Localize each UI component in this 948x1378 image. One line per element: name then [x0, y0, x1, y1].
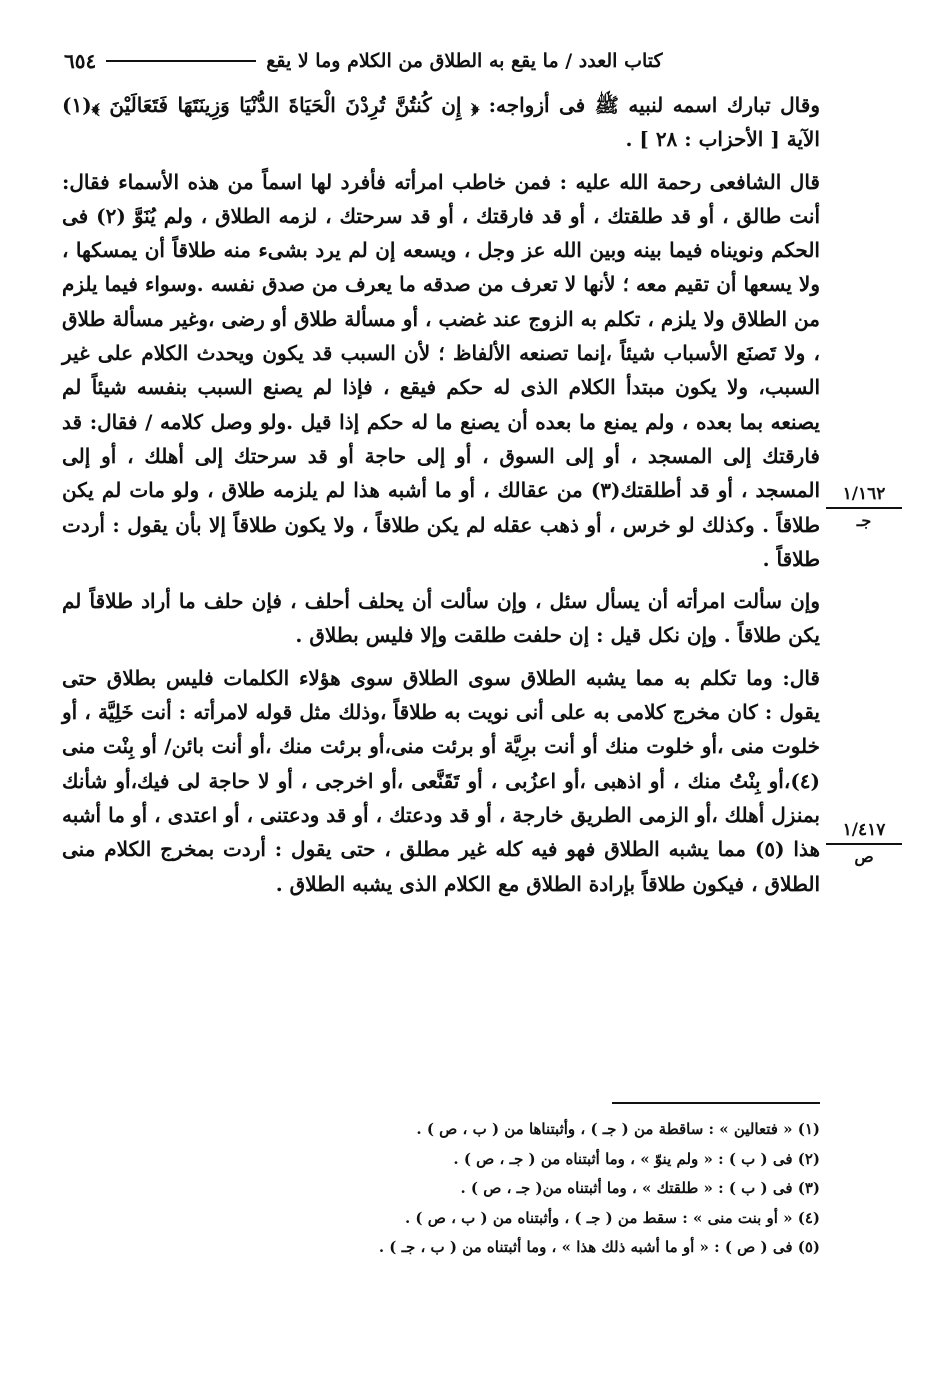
footnote-1: (١) « فتعالين » : ساقطة من ( جـ ) ، وأثبتناها من ( ب ، ص ) . [416, 1120, 820, 1138]
chapter-title: كتاب العدد / ما يقع به الطلاق من الكلام وما لا يقع [266, 50, 663, 72]
margin-reference-2-folio: ١/٤١٧ [826, 820, 902, 845]
margin-reference-1-folio: ١/١٦٢ [826, 484, 902, 509]
paragraph-1 [62, 88, 820, 157]
margin-reference-2-manuscript: ص [854, 847, 874, 866]
paragraph-4 [62, 661, 820, 901]
footnotes [300, 1115, 820, 1263]
header-rule [106, 60, 256, 62]
footnote-4: (٤) « أو بنت منى » : سقط من ( جـ ) ، وأثبتناه من ( ب ، ص ) . [404, 1208, 820, 1227]
paragraph-3-text: وإن سألت امرأته أن يسأل سئل ، وإن سألت أن يحلف أحلف ، فإن حلف ما أراد طلاقاً لم يكن طلاقاً . وإن نكل قيل : إن حلفت طلقت وإلا فليس بطلاق . [62, 589, 820, 648]
paragraph-1-text: وقال تبارك اسمه لنبيه ﷺ فى أزواجه: ﴿ إِن كُنتُنَّ تُرِدْنَ الْحَيَاةَ الدُّنْيَا وَزِينَتَهَا فَتَعَالَيْنَ ﴾(١) الآية [ الأحزاب : ٢٨ ] . [62, 93, 820, 152]
margin-reference-1-manuscript: جـ [856, 511, 872, 530]
footnote-5: (٥) فى ( ص ) : « أو ما أشبه ذلك هذا » ، وما أثبتناه من ( ب ، جـ ) . [378, 1238, 820, 1257]
paragraph-2-text: فمن خاطب امرأته فأفرد لها اسماً من هذه الأسماء فقال: أنت طالق ، أو قد طلقتك ، أو قد فارقتك ، أو قد سرحتك ، لزمه الطلاق ، ولم يُنَوَّ (٢) فى الحكم ونويناه فيما بينه وبين الله عز وجل ، ويسعه إن لم يرد بشىء منه طلاقاً أن يمسكها ، ولا يسعها أن تقيم معه ؛ لأنها لا تعرف من صدقه ما يعرف من صدق نفسه .وسواء فيما يلزم من الطلاق ولا يلزم ، تكلم به الزوج عند غضب ، أو مسألة طلاق أو رضى ،وغير مسألة طلاق ، ولا تَصنَع الأسباب شيئاً ،إنما تصنعه الألفاظ ؛ لأن السبب قد يكون ويحدث الكلام على غير السبب، ولا يكون مبتدأ الكلام الذى له حكم فيقع ، فإذا لم يصنع السبب بنفسه شيئاً لم يصنعه بما بعده ، ولم يمنع ما بعده أن يصنع ما له حكم إذا قيل .ولو وصل كلامه / فقال: قد فارقتك إلى المسجد ، أو إلى السوق ، أو إلى حاجة أو قد سرحتك إلى أهلك ، أو إلى المسجد ، أو قد أطلقتك(٣) من عقالك ، أو ما أشبه هذا لم يلزمه طلاق ، ولو مات لم يكن طلاقاً . وكذلك لو خرس ، أو ذهب عقله لم يكن طلاقاً ، ولا يكون طلاقاً إلا بأن يقول : أردت طلاقاً . [62, 169, 821, 571]
main-text [62, 88, 820, 909]
page-number: ٦٥٤ [64, 49, 97, 73]
paragraph-3 [62, 584, 820, 653]
margin-reference-2 [826, 820, 902, 866]
footnote-separator [612, 1102, 820, 1104]
paragraph-4-text: وما تكلم به مما يشبه الطلاق سوى الطلاق سوى هؤلاء الكلمات فليس بطلاق حتى يقول : كان مخرج كلامى به على أنى نويت به طلاقاً ،وذلك مثل قوله لامرأته : أنت خَلِيَّة ، أو خلوت منى ،أو خلوت منك أو أنت برِيَّة أو برئت منى،أو برئت منك ،أو أنت بائن/ أو بِنْت منى (٤)،أو بِنْتُ منك ، أو اذهبى ،أو اعزُبى ، أو تَقَنَّعى ،أو اخرجى ، أو لا حاجة لى فيك،أو شأنك بمنزل أهلك ،أو الزمى الطريق خارجة ، أو قد ودعتك ، أو قد ودعتنى ، أو اعتدى ، أو ما أشبه هذا (٥) مما يشبه الطلاق فهو فيه كله غير مطلق ، حتى يقول : أردت بمخرج الكلام منى الطلاق ، فيكون طلاقاً بإرادة الطلاق مع الكلام الذى يشبه الطلاق . [62, 665, 820, 896]
paragraph-4-lead: قال: [782, 665, 820, 690]
footnote-2: (٢) فى ( ب ) : « ولم ينوّ » ، وما أثبتناه من ( جـ ، ص ) . [453, 1149, 820, 1168]
running-header [64, 44, 820, 78]
paragraph-2-lead: قال الشافعى رحمة الله عليه : [559, 169, 820, 194]
margin-reference-1 [826, 484, 902, 530]
footnote-3: (٣) فى ( ب ) : « طلقتك » ، وما أثبتناه من( جـ ، ص ) . [460, 1179, 820, 1198]
paragraph-2 [62, 165, 820, 577]
